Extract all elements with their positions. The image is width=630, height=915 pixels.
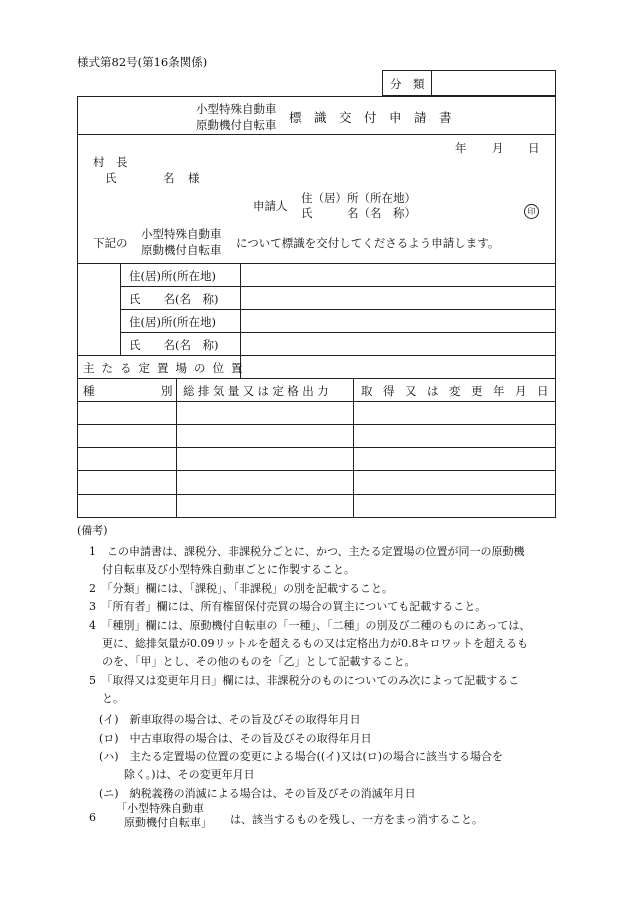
date-year: 年: [455, 141, 467, 155]
header-type-a: 種: [83, 384, 95, 398]
title-vehicle-type-1: 小型特殊自動車: [196, 102, 277, 116]
form-number: 様式第82号(第16条関係): [77, 55, 208, 69]
applicant-name-label-a: 氏: [301, 206, 313, 220]
applicant-label: 申請人: [253, 199, 288, 213]
header-displacement: 総排気量又は定格出力: [183, 384, 332, 398]
storage-location-label: 主たる定置場の位置: [83, 361, 250, 375]
addressee-name-label: 名: [163, 171, 175, 185]
note-6-text: は、該当するものを残し、一方をまっ消すること。: [230, 813, 483, 826]
owner-name-label-1: 氏 名(名 称): [129, 292, 219, 306]
applicant-address-label: 住（居）所（所在地）: [301, 191, 416, 205]
note-5-item-ha-line-2: 除く。)は、その変更年月日: [124, 768, 255, 781]
note-4-line-2: 更に、総排気量が0.09リットルを超えるもの又は定格出力が0.8キロワットを超えるも: [102, 637, 528, 650]
note-3: 3 「所有者」欄には、所有権留保付売買の場合の買主についても記載すること。: [89, 600, 487, 613]
note-5-item-ro: (ロ) 中古車取得の場合は、その旨及びその取得年月日: [99, 732, 372, 745]
note-5-item-ni: (ニ) 納税義務の消滅による場合は、その旨及びその消滅年月日: [99, 787, 416, 800]
addressee-title: 村 長: [93, 155, 128, 169]
note-5-line-1: 5 「取得又は変更年月日」欄には、非課税分のものについてのみ次によって記載するこ: [89, 674, 520, 687]
note-6-number: 6: [89, 811, 96, 824]
request-prefix: 下記の: [93, 236, 128, 250]
note-2: 2 「分類」欄には、「課税」、「非課税」の別を記載すること。: [89, 582, 393, 595]
note-1-line-2: 付自転車及び小型特殊自動車ごとに作製すること。: [102, 563, 355, 576]
note-4-line-1: 4 「種別」欄には、原動機付自転車の「一種」、「二種」の別及び二種のものにあっては、: [89, 619, 531, 632]
owner-address-label-1: 住(居)所(所在地): [129, 269, 216, 283]
header-date: 取得又は変更年月日: [361, 384, 559, 398]
date-day: 日: [528, 141, 540, 155]
header-type-b: 別: [161, 384, 173, 398]
note-6-vehicle-types: [116, 802, 212, 830]
title-vehicle-type-2: 原動機付自転車: [196, 118, 277, 132]
classification-label: 分 類: [390, 77, 425, 91]
applicant-name-label-b: 名（名 称）: [347, 206, 416, 220]
addressee-name-prefix: 氏: [105, 171, 117, 185]
request-type-1: 小型特殊自動車: [141, 227, 222, 241]
request-type-2: 原動機付自転車: [141, 243, 222, 257]
notes-heading: (備考): [77, 524, 108, 537]
note-5-item-i: (イ) 新車取得の場合は、その旨及びその取得年月日: [99, 713, 361, 726]
addressee-honorific: 様: [188, 171, 200, 185]
note-1-line-1: 1 この申請書は、課税分、非課税分ごとに、かつ、主たる定置場の位置が同一の原動機: [89, 545, 525, 558]
note-4-line-3: のを、「甲」とし、その他のものを「乙」として記載すること。: [102, 655, 416, 668]
seal-mark: 印: [524, 204, 539, 219]
note-6-type-2: 原動機付自転車」: [124, 816, 212, 829]
request-text: について標識を交付してくださるよう申請します。: [236, 236, 500, 250]
note-5-item-ha-line-1: (ハ) 主たる定置場の位置の変更による場合((イ)又は(ロ)の場合に該当する場合を: [99, 750, 504, 763]
form-title: 標 識 交 付 申 請 書: [289, 110, 452, 125]
form-frame: [77, 96, 556, 518]
date-month: 月: [492, 141, 504, 155]
owner-address-label-2: 住(居)所(所在地): [129, 315, 216, 329]
note-5-line-2: と。: [102, 692, 124, 705]
note-6-type-1: 「小型特殊自動車: [116, 802, 204, 815]
owner-name-label-2: 氏 名(名 称): [129, 338, 219, 352]
